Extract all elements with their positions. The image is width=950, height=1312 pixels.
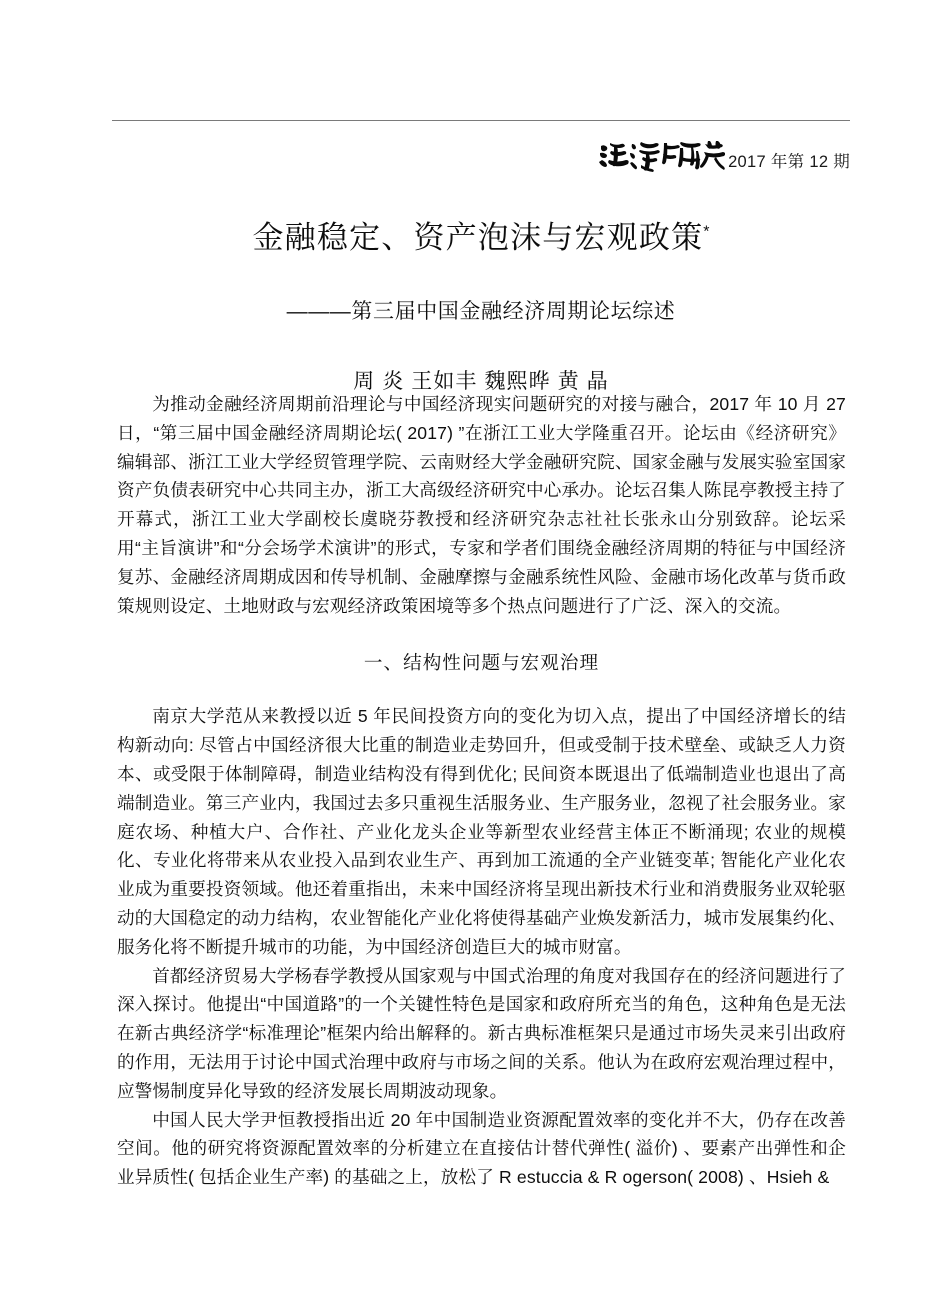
article-body [117, 390, 846, 1192]
title-footnote-marker: * [703, 223, 710, 241]
masthead-divider [112, 120, 850, 121]
paragraph-yang-chunxue: 首都经济贸易大学杨春学教授从国家观与中国式治理的角度对我国存在的经济问题进行了深入探讨。他提出“中国道路”的一个关键性特色是国家和政府所充当的角色，这种角色是无法在新古典经济学“标准理论”框架内给出解释的。新古典标准框架只是通过市场失灵来引出政府的作用，无法用于讨论中国式治理中政府与市场之间的关系。他认为在政府宏观治理过程中，应警惕制度异化导致的经济发展长周期波动现象。 [117, 965, 846, 1101]
author-list: 周 炎 王如丰 魏熙晔 黄 晶 [353, 369, 609, 393]
section-heading-1: 一、结构性问题与宏观治理 [363, 652, 600, 674]
masthead-row [112, 135, 850, 173]
issue-label: 2017 年第 12 期 [728, 152, 850, 171]
paragraph-intro: 为推动金融经济周期前沿理论与中国经济现实问题研究的对接与融合，2017 年 10 月 27 日，“第三届中国金融经济周期论坛( 2017) ”在浙江工业大学隆重召开。论坛由《经济研究》编辑部、浙江工业大学经贸管理学院、云南财经大学金融研究院、国家金融与发展实验室国家资产负债表研究中心共同主办，浙工大高级经济研究中心承办。论坛召集人陈昆亭教授主持了开幕式，浙江工业大学副校长虞晓芬教授和经济研究杂志社社长张永山分别致辞。论坛采用“主旨演讲”和“分会场学术演讲”的形式，专家和学者们围绕金融经济周期的特征与中国经济复苏、金融经济周期成因和传导机制、金融摩擦与金融系统性风险、金融市场化改革与货币政策规则设定、土地财政与宏观经济政策困境等多个热点问题进行了广泛、深入的交流。 [117, 394, 846, 616]
paragraph-yin-heng: 中国人民大学尹恒教授指出近 20 年中国制造业资源配置效率的变化并不大，仍存在改善空间。他的研究将资源配置效率的分析建立在直接估计替代弹性( 溢价) 、要素产出弹性和企业异质性( 包括企业生产率) 的基础之上，放松了 R estuccia & R ogerson( 2008) 、Hsieh & [117, 1109, 846, 1188]
masthead [112, 120, 850, 173]
page-title [112, 218, 850, 258]
title-block [112, 218, 850, 395]
page-title-text: 金融稳定、资产泡沫与宏观政策 [252, 220, 704, 255]
paragraph-fan-conglai: 南京大学范从来教授以近 5 年民间投资方向的变化为切入点，提出了中国经济增长的结构新动向: 尽管占中国经济很大比重的制造业走势回升，但或受制于技术壁垒、或缺乏人力资本、或受限于体制障碍，制造业结构没有得到优化; 民间资本既退出了低端制造业也退出了高端制造业。第三产业内，我国过去多只重视生活服务业、生产服务业，忽视了社会服务业。家庭农场、种植大户、合作社、产业化龙头企业等新型农业经营主体正不断涌现; 农业的规模化、专业化将带来从农业投入品到农业生产、再到加工流通的全产业链变革; 智能化产业化农业成为重要投资领域。他还着重指出，未来中国经济将呈现出新技术行业和消费服务业双轮驱动的大国稳定的动力结构，农业智能化产业化将使得基础产业焕发新活力，城市发展集约化、服务化将不断提升城市的功能，为中国经济创造巨大的城市财富。 [117, 706, 846, 957]
journal-logo-calligraphy [597, 137, 725, 173]
page-subtitle: ———第三届中国金融经济周期论坛综述 [286, 299, 676, 323]
